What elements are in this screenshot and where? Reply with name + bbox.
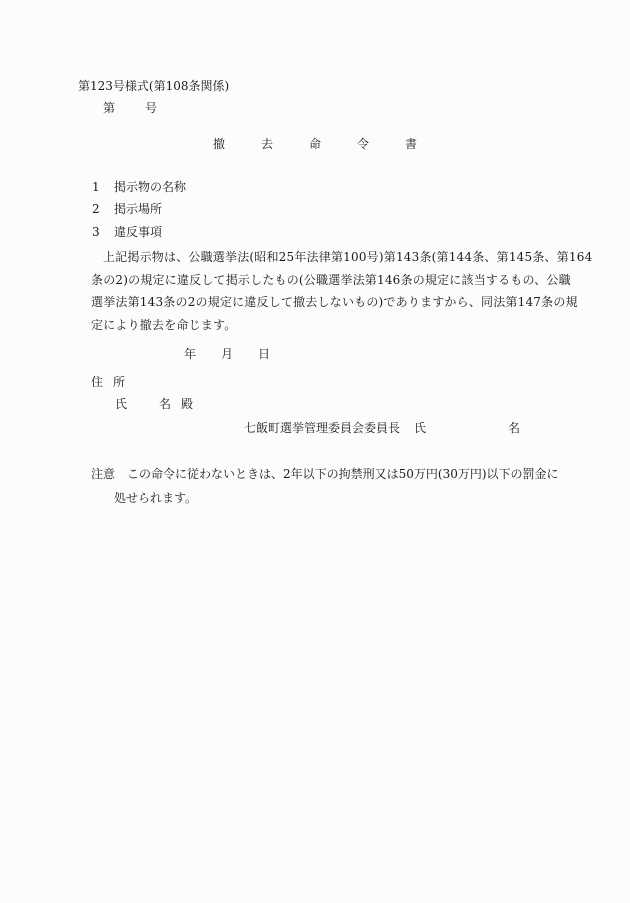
item-label: 掲示場所 bbox=[114, 202, 163, 216]
item-number: 3 bbox=[92, 225, 100, 239]
title-char: 令 bbox=[357, 137, 370, 151]
date-year-label: 年 bbox=[184, 347, 197, 361]
issuer-title: 七飯町選挙管理委員会委員長 bbox=[244, 421, 401, 435]
title-char: 撤 bbox=[213, 137, 226, 151]
body-line: 選挙法第143条の2の規定に違反して撤去しないもの)でありますから、同法第147条の規 bbox=[91, 295, 578, 309]
address-label bbox=[91, 375, 125, 389]
form-number: 第123号様式(第108条関係) bbox=[78, 79, 230, 93]
document-number bbox=[103, 101, 157, 115]
date-day-label: 日 bbox=[258, 347, 271, 361]
body-line: 定により撤去を命じます。 bbox=[91, 317, 237, 332]
address-char: 所 bbox=[113, 375, 126, 389]
doc-number-suffix: 号 bbox=[145, 101, 158, 115]
notice-label: 注意 bbox=[91, 467, 116, 481]
order-body-paragraph bbox=[91, 246, 593, 336]
item-posting-location bbox=[92, 202, 162, 216]
issuer-name-char: 名 bbox=[508, 421, 521, 435]
body-line: 上記掲示物は、公職選挙法(昭和25年法律第100号)第143条(第144条、第145条、第164 bbox=[103, 250, 593, 264]
item-name-of-posting bbox=[92, 180, 186, 194]
notice-text: 処せられます。 bbox=[114, 491, 198, 505]
recipient-honorific: 殿 bbox=[181, 397, 194, 411]
body-line: 条の2)の規定に違反して掲示したもの(公職選挙法第146条の規定に該当するもの、公職 bbox=[91, 272, 571, 287]
issuer-line bbox=[244, 421, 520, 435]
item-violation bbox=[92, 225, 162, 239]
title-char: 去 bbox=[261, 137, 274, 151]
date-month-label: 月 bbox=[221, 347, 234, 361]
item-number: 1 bbox=[92, 180, 100, 194]
item-number: 2 bbox=[92, 202, 100, 216]
recipient-name-label bbox=[115, 397, 193, 411]
title-char: 書 bbox=[405, 137, 418, 151]
address-char: 住 bbox=[91, 375, 104, 389]
penalty-notice bbox=[91, 462, 561, 510]
document-title bbox=[213, 137, 453, 151]
item-label: 違反事項 bbox=[114, 225, 163, 239]
notice-text: この命令に従わないときは、2年以下の拘禁刑又は50万円(30万円)以下の罰金に bbox=[127, 467, 559, 481]
recipient-name-char: 氏 bbox=[115, 397, 128, 411]
issuer-name-char: 氏 bbox=[414, 421, 427, 435]
title-char: 命 bbox=[309, 137, 322, 151]
item-label: 掲示物の名称 bbox=[114, 180, 187, 194]
recipient-name-char: 名 bbox=[159, 397, 172, 411]
doc-number-prefix: 第 bbox=[103, 101, 116, 115]
date-line bbox=[184, 347, 295, 361]
